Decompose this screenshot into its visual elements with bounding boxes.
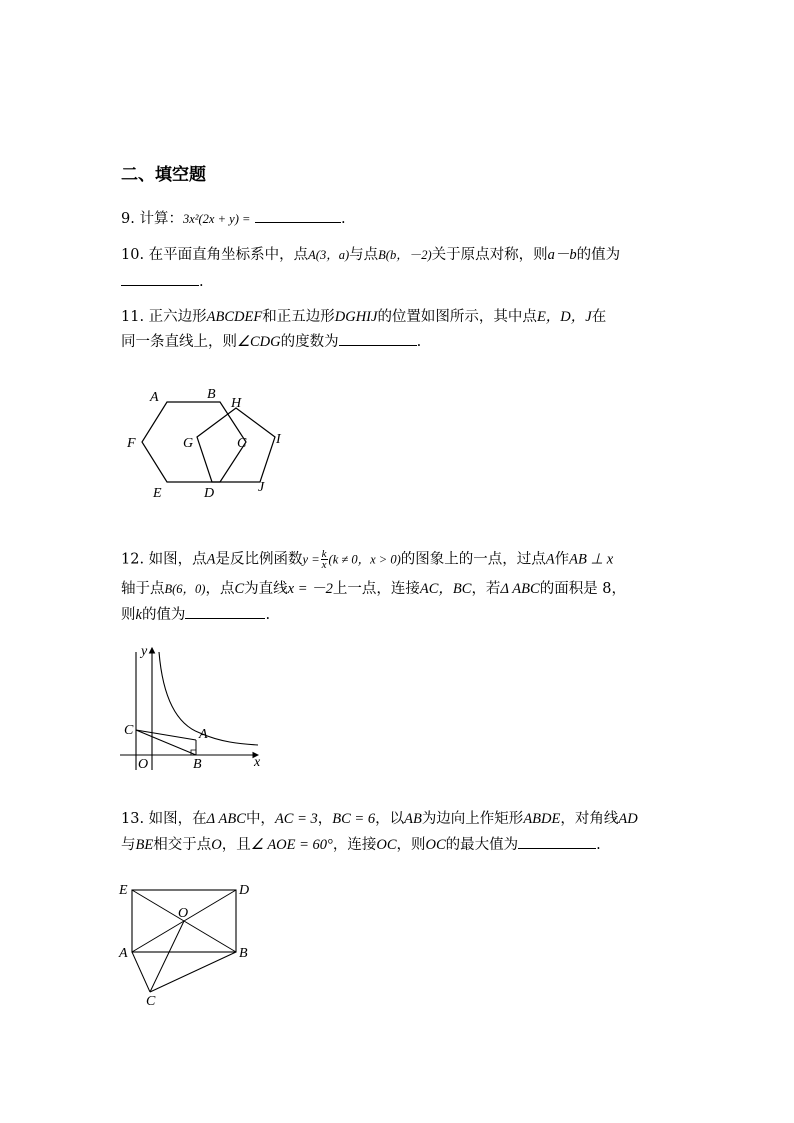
section-title: 二、填空题 (121, 165, 206, 185)
q12-figure (118, 640, 268, 775)
q10-text-2: 与点 (349, 247, 379, 263)
q13-text-7: 与 (121, 837, 136, 853)
q9-number: 9. (121, 211, 135, 227)
q13-text-11: ，则 (396, 837, 426, 853)
q10-end: . (199, 274, 204, 290)
label-C: C (237, 436, 247, 451)
label-C: C (124, 723, 134, 738)
label-H: H (231, 396, 242, 411)
q12-line: x = －2 (287, 581, 333, 597)
question-9 (121, 208, 346, 229)
q11-answer-blank[interactable] (339, 331, 417, 346)
q9-expression: 3x²(2x + y) = (182, 212, 251, 226)
label-O: O (138, 757, 149, 772)
label-F: F (127, 436, 136, 451)
q13-text-10: ，连接 (332, 837, 377, 853)
q11-text-6: 的度数为 (280, 334, 339, 350)
q12-text-11: 则 (121, 607, 136, 623)
q11-end: . (416, 334, 422, 350)
q12-number: 12. (121, 551, 145, 568)
segment-CB (136, 730, 196, 755)
q10-number: 10. (121, 247, 145, 263)
q12-point-a-2: A (545, 551, 555, 568)
q12-text-7: 为直线 (244, 581, 288, 597)
label-G: G (183, 436, 194, 451)
question-10-line-2 (121, 271, 204, 292)
q11-angle: ∠CDG (237, 334, 281, 350)
q12-end: . (265, 607, 271, 623)
q13-oc: OC (376, 837, 397, 853)
q12-fraction-num: k (321, 548, 327, 560)
segment-AC (132, 952, 150, 992)
q13-oc-2: OC (425, 837, 446, 853)
label-A: A (199, 727, 208, 742)
q11-text-5: 同一条直线上，则 (121, 334, 237, 350)
q12-k: k (135, 607, 142, 623)
label-C: C (146, 994, 156, 1009)
segment-CA (136, 730, 196, 740)
q10-expression: a－b (547, 247, 577, 263)
q11-text-2: 和正五边形 (262, 309, 335, 325)
label-D: D (239, 883, 250, 898)
q9-lead: 计算： (139, 211, 183, 227)
q13-text-2: 中， (245, 811, 275, 827)
q13-text-5: 为边向上作矩形 (421, 811, 524, 827)
q9-answer-blank[interactable] (255, 208, 341, 223)
q11-text-1: 正六边形 (148, 309, 207, 325)
label-B: B (239, 946, 248, 961)
q12-point-a: A (206, 551, 216, 568)
q11-text-3: 的位置如图所示，其中点 (377, 309, 537, 325)
q12-triangle: Δ ABC (500, 581, 540, 597)
q13-text-6: ，对角线 (560, 811, 619, 827)
question-12-line-1 (121, 549, 613, 570)
q10-answer-blank[interactable] (121, 271, 199, 286)
q13-text-8: 相交于点 (153, 837, 212, 853)
q13-text-12: 的最大值为 (445, 837, 519, 853)
segment-BC (150, 952, 236, 992)
q10-point-b: B(b，－2) (378, 248, 432, 262)
hexagon (142, 402, 246, 482)
q13-text-9: ，且 (221, 837, 251, 853)
q12-text-4: 作 (554, 551, 570, 568)
q12-text-1: 如图，点 (148, 551, 207, 568)
q13-be: BE (135, 837, 154, 853)
hyperbola (159, 652, 258, 745)
q12-text-3: 的图象上的一点，过点 (400, 551, 546, 568)
question-11-line-2 (121, 331, 421, 352)
label-A: A (119, 946, 128, 961)
q13-ab: AB (404, 811, 422, 827)
q12-text-5: 轴于点 (121, 581, 165, 597)
q12-text-12: 的值为 (141, 607, 186, 623)
question-13-line-1 (121, 809, 638, 829)
label-x: x (254, 755, 261, 770)
q12-text-8: 上一点，连接 (332, 581, 420, 597)
q12-point-c: C (234, 581, 245, 597)
label-B: B (207, 387, 216, 402)
question-13-line-2 (121, 834, 601, 855)
q13-figure (116, 880, 256, 1010)
q10-text-3: 关于原点对称，则 (431, 247, 548, 263)
question-10-line-1 (121, 245, 620, 265)
question-12-line-3 (121, 604, 270, 625)
q12-answer-blank[interactable] (185, 604, 265, 619)
q10-text-4: 的值为 (576, 247, 621, 263)
q11-hexagon-name: ABCDEF (206, 309, 263, 325)
q13-rect: ABDE (523, 811, 561, 827)
q12-segments: AC，BC (419, 581, 472, 597)
q13-ad: AD (618, 811, 638, 827)
label-O: O (178, 906, 189, 921)
q12-condition: (k ≠ 0，x > 0) (328, 552, 401, 567)
q13-answer-blank[interactable] (518, 834, 596, 849)
q12-fraction (321, 549, 328, 570)
q12-text-9: ，若 (471, 581, 501, 597)
label-J: J (258, 480, 265, 495)
q12-text-2: 是反比例函数 (215, 551, 303, 568)
label-B: B (193, 757, 202, 772)
q13-text-4: ，以 (375, 811, 405, 827)
q12-perp: AB ⊥ x (569, 551, 614, 568)
label-A: A (150, 390, 159, 405)
label-I: I (276, 432, 281, 447)
question-12-line-2 (121, 579, 626, 599)
q13-bc: BC = 6 (332, 811, 376, 827)
q11-pentagon-name: DGHIJ (334, 309, 378, 325)
q13-triangle: Δ ABC (206, 811, 246, 827)
q12-text-6: ，点 (205, 581, 235, 597)
q13-ac: AC = 3 (274, 811, 318, 827)
q13-angle: ∠ AOE = 60° (250, 837, 333, 853)
label-E: E (153, 486, 162, 501)
q11-text-4: 在 (591, 309, 607, 325)
question-11-line-1 (121, 307, 606, 327)
q11-number: 11. (121, 309, 145, 325)
q11-figure (120, 380, 290, 505)
pentagon (197, 408, 275, 482)
q13-end: . (596, 837, 601, 853)
label-E: E (119, 883, 128, 898)
label-y: y (141, 644, 148, 659)
q11-points: E，D，J (536, 309, 592, 325)
q12-fraction-den: x (321, 559, 327, 571)
q13-text-3: ， (317, 811, 333, 827)
label-D: D (204, 486, 215, 501)
q12-text-10: 的面积是 8， (539, 581, 627, 597)
q13-text-1: 如图，在 (148, 811, 207, 827)
q12-point-b: B(6，0) (164, 582, 206, 596)
q13-number: 13. (121, 811, 145, 827)
q9-end: . (341, 211, 346, 227)
q13-o: O (211, 837, 222, 853)
q10-point-a: A(3，a) (308, 248, 350, 262)
q12-function-y: y = (302, 552, 320, 567)
q10-text-1: 在平面直角坐标系中，点 (148, 247, 309, 263)
